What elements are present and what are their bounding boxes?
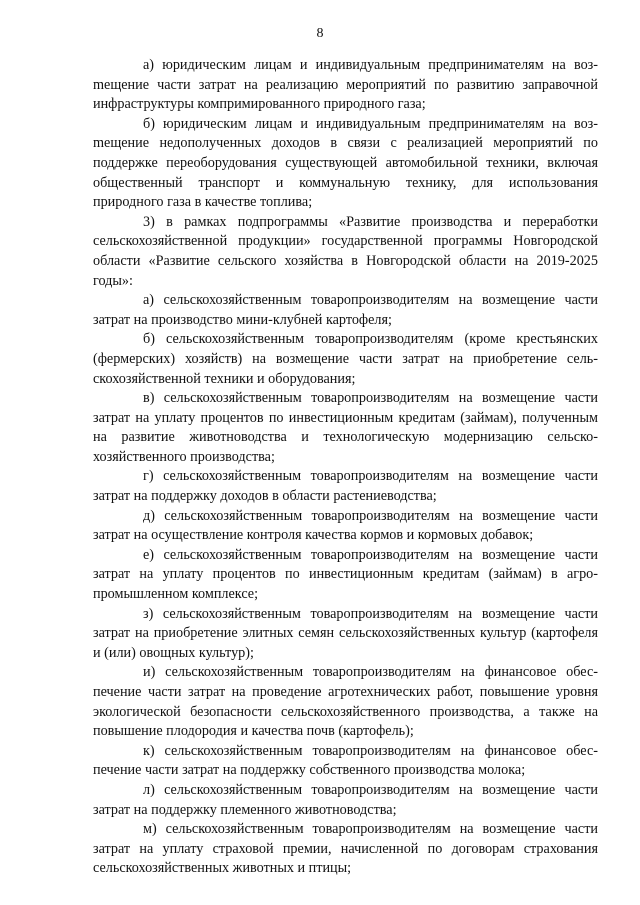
page-number: 8 [316, 26, 324, 41]
paragraph-insurance-premium: м) сельскохозяйственным товаропроизводителям на возмещение части затрат на уплату страховой премии, начисленной по договорам страхования сельскохозяйственных животных и птицы; [93, 821, 598, 877]
paragraph-feed-quality-control: д) сельскохозяйственным товаропроизводителям на возмещение части затрат на осуществление контроля качества кормов и кормовых добавок; [93, 507, 598, 544]
paragraph-agricultural-machinery: б) сельскохозяйственным товаропроизводителям (кроме крестьянских (фермерских) хозяйств) на возмещение части затрат на приобретение сельскохозяйственной техники и оборудования; [93, 331, 598, 387]
paragraph-vehicle-conversion: б) юридическим лицам и индивидуальным предпринимателям на возmещение недополученных доходов в связи с реализацией мероприятий по поддержке переоборудования существующей автомобильной техники, включая общественный транспорт и коммунальную технику, для использования природного газа в качестве топлива; [93, 115, 598, 211]
paragraph-milk-production: к) сельскохозяйственным товаропроизводителям на финансовое обеспечение части затрат на поддержку собственного производства молока; [93, 742, 598, 779]
paragraph-investment-loans-livestock: в) сельскохозяйственным товаропроизводителям на возмещение части затрат на уплату процентов по инвестиционным кредитам (займам), полученным на развитие животноводства и технологическую модернизацию сельскохозяйственного производства; [93, 390, 598, 465]
paragraph-agroindustrial-loans: е) сельскохозяйственным товаропроизводителям на возмещение части затрат на уплату процентов по инвестиционным кредитам (займам) в агропромышленном комплексе; [93, 546, 598, 603]
paragraph-compressed-gas-infrastructure: а) юридическим лицам и индивидуальным предпринимателям на возmещение части затрат на реализацию мероприятий по развитию заправочной инфраструктуры компримированного природного газа; [93, 57, 598, 113]
paragraph-agrotechnical-works: и) сельскохозяйственным товаропроизводителям на финансовое обеспечение части затрат на проведение агротехнических работ, повышение уровня экологической безопасности сельскохозяйственного производства, а также на повышение плодородия и качества почв (картофель); [93, 664, 598, 740]
paragraph-breeding-livestock: л) сельскохозяйственным товаропроизводителям на возмещение части затрат на поддержку племенного животноводства; [93, 781, 598, 818]
paragraph-elite-seeds: з) сельскохозяйственным товаропроизводителям на возмещение части затрат на приобретение элитных семян сельскохозяйственных культур (картофеля и (или) овощных культур); [93, 605, 598, 661]
paragraph-subprogram-heading: 3) в рамках подпрограммы «Развитие производства и переработки сельскохозяйственной продукции» государственной программы Новгородской области «Развитие сельского хозяйства в Новгородской области на 2019-2025 годы»: [93, 213, 598, 289]
document-body [93, 56, 598, 879]
paragraph-mini-tubers: а) сельскохозяйственным товаропроизводителям на возмещение части затрат на производство мини-клубней картофеля; [93, 292, 598, 328]
paragraph-crop-income-support: г) сельскохозяйственным товаропроизводителям на возмещение части затрат на поддержку доходов в области растениеводства; [93, 468, 598, 505]
